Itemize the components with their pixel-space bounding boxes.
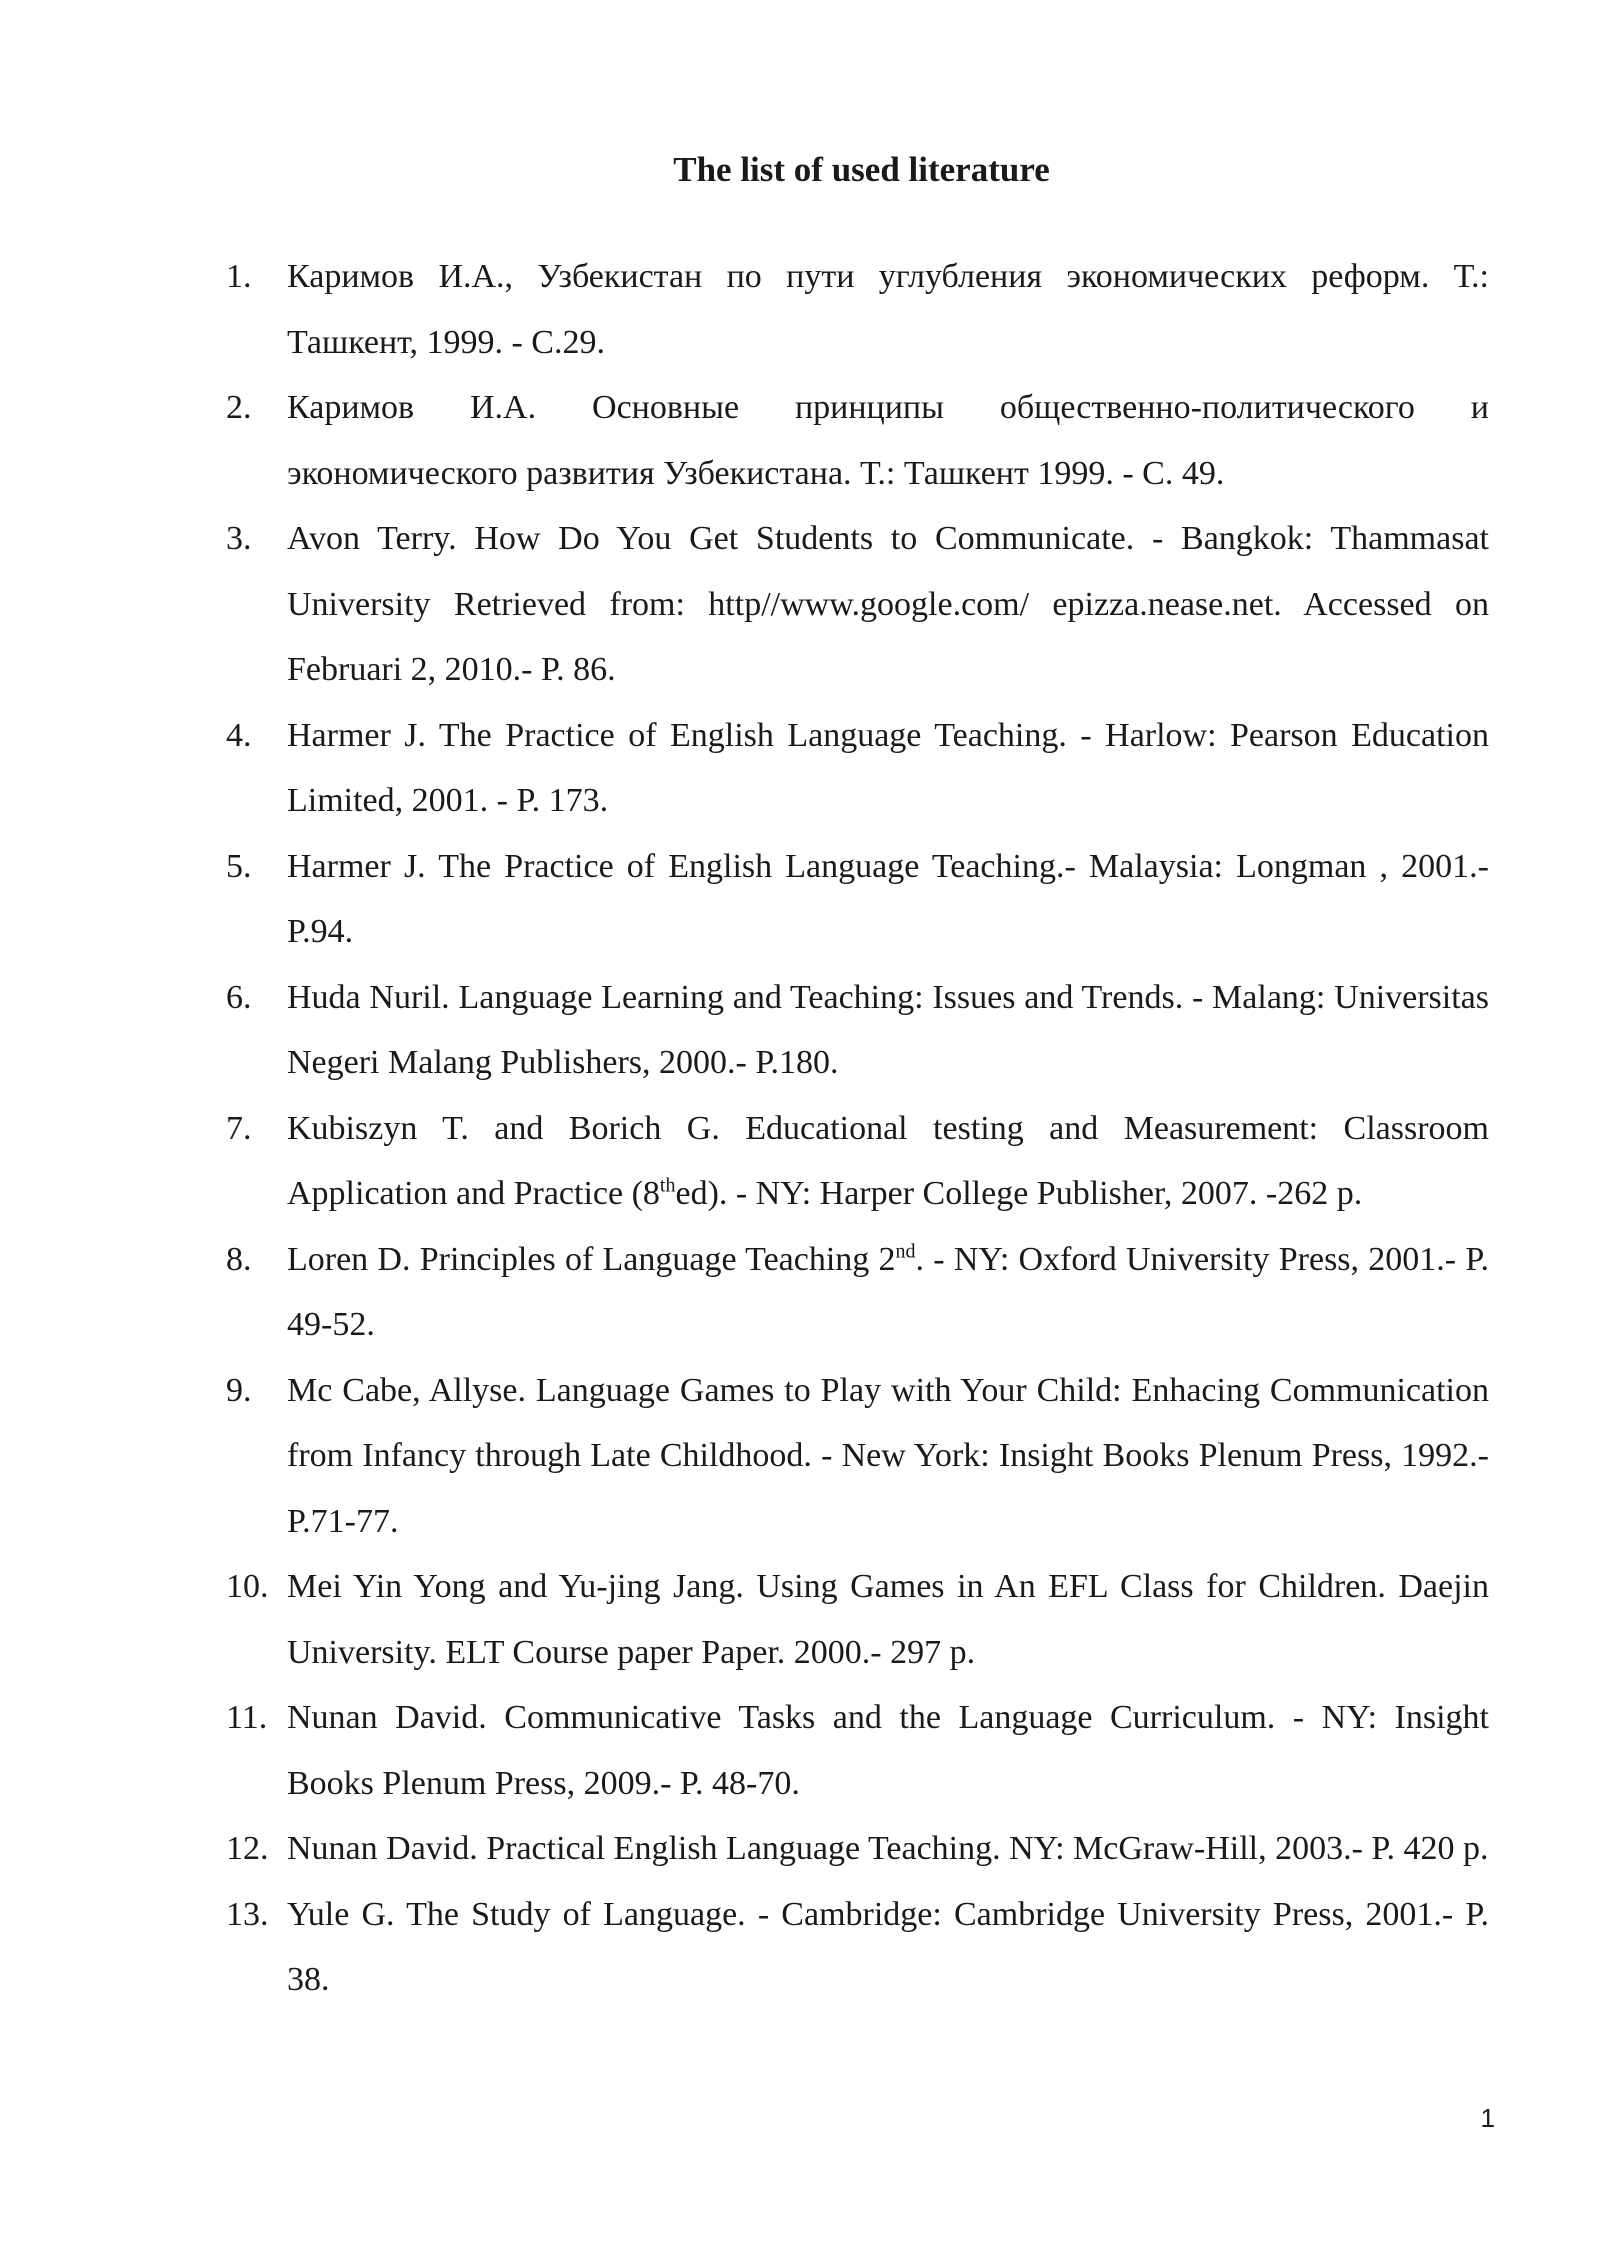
reference-number: 1. <box>226 258 252 295</box>
ordinal-superscript: th <box>659 1174 676 1197</box>
reference-number: 6. <box>226 978 252 1016</box>
reference-text: Nunan David. Practical English Language Teaching. NY: McGraw-Hill, 2003.- P. 420 p. <box>287 1830 1489 1867</box>
reference-text: Huda Nuril. Language Learning and Teaching: Issues and Trends. - Malang: Universitas Negeri Malang Publishers, 2000.- P.180. <box>287 978 1489 1081</box>
reference-number: 11. <box>226 1699 268 1736</box>
page-title: The list of used literature <box>673 150 1050 189</box>
reference-item <box>226 375 1489 506</box>
reference-text-after: . - NY: Oxford University Press, 2001.- P. 49-52. <box>287 1240 1489 1343</box>
reference-item <box>226 244 1489 375</box>
reference-text <box>287 1241 1489 1344</box>
reference-item <box>226 1816 1489 1882</box>
reference-text: Harmer J. The Practice of English Language Teaching. - Harlow: Pearson Education Limited, 2001. - P. 173. <box>287 716 1489 819</box>
reference-text-before: Loren D. Principles of Language Teaching 2 <box>287 1240 896 1278</box>
reference-item <box>226 703 1489 834</box>
reference-text: Mc Cabe, Allyse. Language Games to Play with Your Child: Enhacing Communication from Infancy through Late Childhood. - New York: Insight Books Plenum Press, 1992.- P.71-77. <box>287 1371 1489 1540</box>
reference-text: Каримов И.А., Узбекистан по пути углубления экономических реформ. Т.: Ташкент, 1999. - С.29. <box>287 258 1489 361</box>
reference-text-before: Kubiszyn T. and Borich G. Educational testing and Measurement: Classroom Application and Practice (8 <box>287 1109 1489 1212</box>
reference-number: 13. <box>226 1895 269 1933</box>
reference-item <box>226 1227 1489 1358</box>
reference-text: Mei Yin Yong and Yu-jing Jang. Using Games in An EFL Class for Children. Daejin University. ELT Course paper Paper. 2000.- 297 p. <box>287 1568 1489 1671</box>
reference-text <box>287 1110 1489 1213</box>
reference-text: Nunan David. Communicative Tasks and the Language Curriculum. - NY: Insight Books Plenum Press, 2009.- P. 48-70. <box>287 1699 1489 1802</box>
reference-number: 3. <box>226 520 252 557</box>
reference-text-after: ed). - NY: Harper College Publisher, 2007. -262 p. <box>675 1175 1363 1212</box>
reference-list <box>226 244 1489 2013</box>
reference-item <box>226 1554 1489 1685</box>
ordinal-superscript: nd <box>895 1240 916 1263</box>
reference-text: Harmer J. The Practice of English Language Teaching.- Malaysia: Longman , 2001.- P.94. <box>287 847 1489 950</box>
reference-text: Avon Terry. How Do You Get Students to Communicate. - Bangkok: Thammasat University Retrieved from: http//www.google.com/ epizza.nease.net. Accessed on Februari 2, 2010.- P. 86. <box>287 520 1489 688</box>
reference-number: 8. <box>226 1240 252 1278</box>
reference-number: 4. <box>226 716 252 754</box>
reference-item <box>226 506 1489 703</box>
reference-item <box>226 965 1489 1096</box>
reference-number: 2. <box>226 389 252 426</box>
reference-item <box>226 1685 1489 1816</box>
reference-item <box>226 1882 1489 2013</box>
reference-number: 5. <box>226 847 252 885</box>
reference-text: Каримов И.А. Основные принципы общественно-политического и экономического развития Узбекистана. Т.: Ташкент 1999. - С. 49. <box>287 389 1489 492</box>
reference-text: Yule G. The Study of Language. - Cambridge: Cambridge University Press, 2001.- P. 38. <box>287 1895 1489 1998</box>
reference-item <box>226 1096 1489 1227</box>
reference-number: 10. <box>226 1568 269 1605</box>
reference-number: 7. <box>226 1109 252 1147</box>
reference-number: 12. <box>226 1830 269 1867</box>
reference-item <box>226 1358 1489 1555</box>
reference-number: 9. <box>226 1371 252 1409</box>
page-number: 1 <box>1480 2103 1495 2133</box>
reference-item <box>226 834 1489 965</box>
